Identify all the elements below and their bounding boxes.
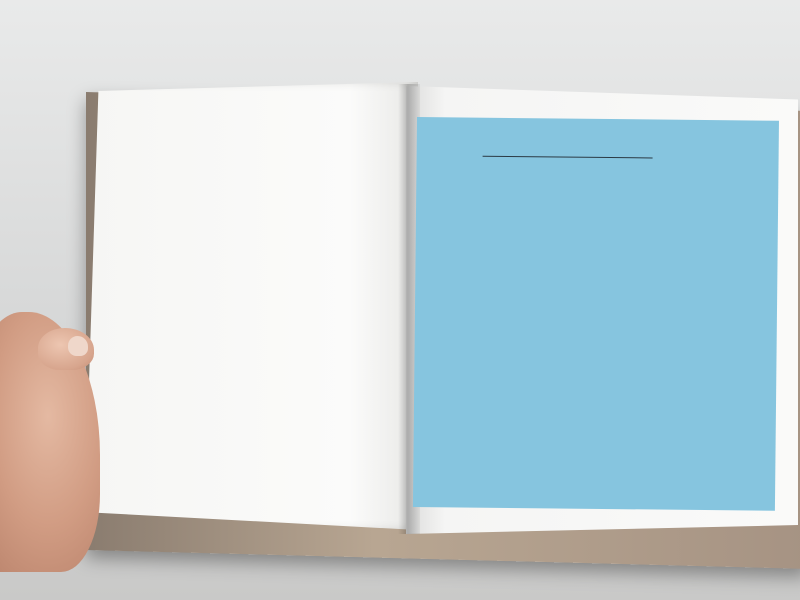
manifest-title-underline bbox=[483, 156, 653, 159]
left-page bbox=[78, 82, 418, 530]
manifest-list bbox=[416, 169, 778, 173]
thumbnail-nail bbox=[68, 336, 88, 356]
left-page-text bbox=[110, 107, 410, 126]
manifest-card bbox=[413, 117, 779, 511]
